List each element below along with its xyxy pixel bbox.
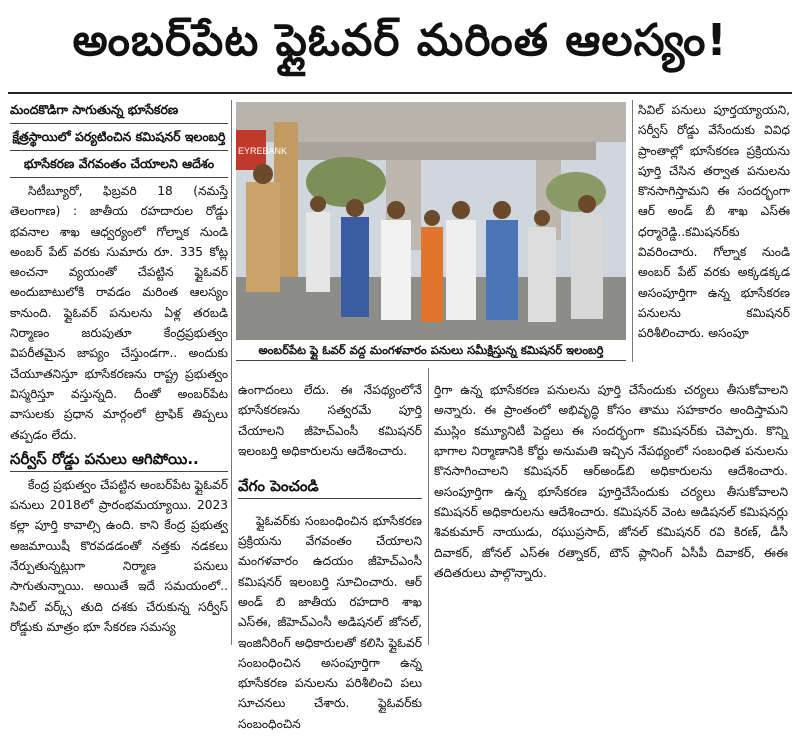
left-column bbox=[10, 100, 228, 637]
subhead-divider bbox=[10, 177, 228, 178]
subhead-divider bbox=[10, 123, 228, 124]
right-top-body: సివిల్ పనులు పూర్తయ్యాయని, సర్వీస్ రోడ్డు వేసేందుకు వివిధ ప్రాంతాల్లో భూసేకరణ ప్రక్రియను పూర్తి చేసిన తర్వాత పనులను కొనసాగిస్తామని ఈ సందర్భంగా ఆర్ అండ్ బీ శాఖ ఎస్ఈ ధర్మారెడ్డి..కమిషనర్‌కు వివరించారు. గోల్నాక నుండి అంబర్ పేట్ వరకు అక్కడక్కడ అసంపూర్తిగా ఉన్న భూసేకరణ పనులను కమిషనర్ పరిశీలించారు. అసంపూ bbox=[638, 103, 790, 341]
subhead-2: క్షేత్రస్థాయిలో పర్యటించిన కమిషనర్ ఇలంబర్తి bbox=[12, 129, 226, 144]
center-body-top: ఉంగాదంలు లేదు. ఈ నేపథ్యంలోనే భూసేకరణను సత్వరమే పూర్తి చేయాలని జీహెచ్ఎంసీ కమిషనర్ ఇలంబర్తి అధికారులను ఆదేశించారు. bbox=[238, 383, 422, 459]
left-body: సిటీబ్యూరో, ఫిబ్రవరి 18 (నమస్తే తెలంగాణ) : జాతీయ రహదారుల రోడ్డు భవనాల శాఖ ఆధ్వర్యంలో గోల్నాక నుండి అంబర్ పేట్ వరకు సుమారు రూ. 335 కోట్ల అంచనా వ్యయంతో చేపట్టిన ఫ్లైఓవర్ అందుబాటులోకి రావడం మరింత ఆలస్యం కానుంది. ఫ్లైఓవర్ పనులను ఏళ్ల తరబడి నిర్మాణం జరుపుతూ కేంద్రప్రభుత్వం విపరీతమైన జాప్యం చేస్తుండగా.. అందుకు చేయూతనిస్తూ భూసేకరణను రాష్ట్ర ప్రభుత్వం విస్మరిస్తూ వస్తున్నది. దీంతో అంబర్‌పేట వాసులకు ప్రధాన మార్గంలో ట్రాఫిక్ తిప్పలు తప్పడం లేదు. bbox=[10, 184, 228, 442]
subhead-1: మందకొడిగా సాగుతున్న భూసేకరణ bbox=[10, 102, 179, 117]
headline-rule bbox=[8, 92, 792, 94]
subhead-divider bbox=[10, 150, 228, 151]
right-bottom-column bbox=[434, 368, 788, 595]
right-top-column bbox=[638, 100, 790, 344]
left-section-body: కేంద్ర ప్రభుత్వం చేపట్టిన అంబర్‌పేట ఫ్లైఓవర్ పనులు 2018లో ప్రారంభమయ్యాయి. 2023 కల్లా పూర్తి కావాల్సి ఉంది. కాని కేంద్ర ప్రభుత్వ అజమాయిషీ కొరవడడంతో నత్తకు నడకలు నేర్పుతున్నట్లుగా నిర్మాణ పనులు సాగుతున్నాయి. అయితే ఇదే సమయంలో.. సివిల్ వర్క్స్ తుది దశకు చేరుకున్న సర్వీస్ రోడ్డుకు మాత్రం భూ సేకరణ సమస్య bbox=[10, 477, 228, 634]
bank-sign: EYREBANK bbox=[238, 146, 288, 156]
column-divider bbox=[231, 100, 232, 645]
column-divider bbox=[428, 368, 429, 645]
column-divider bbox=[632, 100, 633, 362]
center-section-body: ఫ్లైఓవర్‌కు సంబంధించిన భూసేకరణ ప్రక్రియను వేగవంతం చేయాలని మంగళవారం ఉదయం జీహెచ్ఎంసీ కమిషనర్ ఇలంబర్తి సూచించారు. ఆర్ అండ్ బి జాతీయ రహదారి శాఖ ఎస్ఈ, జీహెచ్ఎంసీ అడిషనల్ జోనల్, ఇంజినీరింగ్ అధికారులతో కలిసి ఫ్లైఓవర్ సంబంధించిన అసంపూర్తిగా ఉన్న భూసేకరణ పనులను పరిశీలించి పలు సూచనలు చేశారు. ఫ్లైఓవర్‌కు సంబంధించిన bbox=[238, 513, 422, 731]
photo-caption: అంబర్‌పేట ఫ్లై ఓవర్ వద్ద మంగళవారం పనులు సమీక్షిస్తున్న కమిషనర్ ఇలంబర్తి bbox=[236, 340, 626, 361]
news-photo bbox=[236, 102, 626, 340]
section-title-speed-up: వేగం పెంచండి bbox=[238, 474, 422, 499]
flyover-inspection-photo bbox=[236, 102, 626, 340]
right-bottom-body: ర్తిగా ఉన్న భూసేకరణ పనులను పూర్తి చేసేందుకు చర్యలు తీసుకోవాలని అన్నారు. ఈ ప్రాంతంలో అభివృద్ధి కోసం తాము సహకారం అందిస్తామని ముస్లిం కమ్యూనిటీ పెద్దలు ఈ సందర్భంగా కమిషనర్‌కు చెప్పారు. కొన్ని భాగాల నిర్మాణానికి కోర్టు అనుమతి ఇచ్చిన నేపథ్యంలో సంబంధిత పనులను కొనసాగించాలని కమిషనర్ ఆర్అండ్‌బి అధికారులను ఆదేశించారు. అసంపూర్తిగా ఉన్న భూసేకరణ పూర్తిచేసేందుకు చర్యలు తీసుకోవాలని కమిషనర్ అధికారులను ఆదేశించారు. కమిషనర్ వెంట అడిషనల్ కమిషనర్లు శివకుమార్ నాయుడు, రఘుప్రసాద్, జోనల్ కమిషనర్ రవి కిరణ్, డీసీ దివాకర్, జోనల్ ఎస్ఈ రత్నాకర్, టౌన్ ప్లానింగ్ ఏసీపీ దివాకర్, ఈఈ తదితరులు పాల్గొన్నారు. bbox=[434, 383, 788, 580]
center-column bbox=[238, 368, 422, 746]
subhead-3: భూసేకరణ వేగవంతం చేయాలని ఆదేశం bbox=[23, 156, 215, 171]
section-title-service-road: సర్వీస్ రోడ్డు పనులు ఆగిపోయి.. bbox=[10, 447, 228, 472]
headline: అంబర్‌పేట ఫ్లైఓవర్ మరింత ఆలస్యం! bbox=[72, 15, 728, 66]
